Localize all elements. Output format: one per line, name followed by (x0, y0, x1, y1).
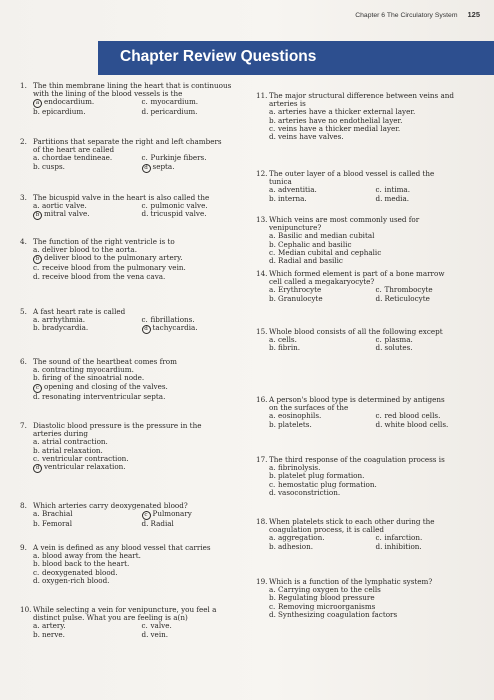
question-number: 9. (20, 543, 27, 552)
option-letter: c. (141, 201, 148, 211)
question-number: 2. (20, 137, 27, 146)
option-text: Removing microorganisms (278, 601, 376, 611)
option-letter: d. (33, 271, 40, 281)
option-text: atrial relaxation. (42, 445, 103, 455)
answer-options (269, 286, 478, 302)
answer-options (33, 316, 246, 334)
answer-options (269, 108, 478, 141)
question-number: 15. (256, 327, 268, 336)
question-stem-line: The thin membrane lining the heart that is continuous (33, 81, 232, 90)
answer-option (376, 543, 479, 551)
question-10 (20, 606, 246, 639)
option-text: receive blood from the vena cava. (42, 271, 166, 281)
question-16 (256, 396, 478, 429)
option-letter: b. (269, 115, 276, 125)
question-number: 4. (20, 237, 27, 246)
option-text: infarction. (384, 533, 423, 543)
answer-option (33, 393, 246, 401)
circled-answer-mark: d (33, 464, 42, 473)
option-text: Radial (150, 519, 174, 529)
option-text: Reticulocyte (384, 293, 430, 303)
answer-options (33, 366, 246, 401)
question-stem (269, 216, 478, 232)
question-stem-line: coagulation process, it is called (269, 525, 384, 535)
option-letter: c. (269, 123, 276, 133)
answer-option (376, 195, 479, 203)
answer-option (376, 295, 479, 303)
question-stem-line: Which veins are most commonly used for (269, 215, 420, 224)
option-letter: a. (33, 621, 40, 631)
option-text: deoxygenated blood. (42, 567, 118, 577)
option-letter: b. (269, 593, 276, 603)
option-text: inhibition. (384, 541, 422, 551)
option-letter: c. (375, 285, 382, 295)
question-stem-line: of the heart are called (33, 145, 115, 155)
question-15 (256, 328, 478, 353)
answer-option (142, 108, 247, 116)
option-text: Carrying oxygen to the cells (278, 585, 381, 595)
option-text: platelets. (278, 419, 312, 429)
answer-option (269, 543, 372, 551)
question-number: 6. (20, 357, 27, 366)
option-letter: b. (33, 629, 40, 639)
option-text: vasoconstriction. (278, 487, 341, 497)
question-stem-line: The major structural difference between veins and (269, 91, 455, 100)
option-text: red blood cells. (384, 411, 441, 421)
option-text: Median cubital and cephalic (278, 247, 382, 257)
option-letter: d. (269, 256, 276, 266)
answer-option (269, 344, 372, 352)
option-text: nerve. (42, 629, 65, 639)
option-letter: a. (33, 153, 40, 163)
answer-option (33, 520, 138, 528)
question-stem-line: Partitions that separate the right and left chambers (33, 137, 222, 146)
option-letter: a. (33, 245, 40, 255)
running-header (355, 10, 480, 19)
option-text: endocardium. (44, 97, 95, 107)
option-text: epicardium. (42, 107, 86, 117)
question-14 (256, 270, 478, 303)
option-text: tachycardia. (152, 323, 198, 333)
option-letter: b. (269, 419, 276, 429)
circled-answer-mark: d (142, 325, 151, 334)
question-number: 8. (20, 501, 27, 510)
question-stem-line: with the lining of the blood vessels is the (33, 89, 183, 99)
option-letter: d. (269, 487, 276, 497)
answer-option (33, 577, 246, 585)
option-text: artery. (42, 621, 66, 631)
option-text: Thrombocyte (384, 285, 433, 295)
option-text: pulmonic valve. (150, 201, 208, 211)
question-stem (33, 422, 246, 438)
question-9 (20, 544, 246, 585)
circled-answer-mark: b (33, 211, 42, 220)
option-letter: b. (33, 161, 40, 171)
answer-option (376, 421, 479, 429)
question-stem-line: The third response of the coagulation process is (269, 455, 445, 464)
option-letter: d. (141, 629, 149, 639)
question-number: 11. (256, 91, 268, 100)
answer-options (33, 552, 246, 585)
answer-option (269, 489, 478, 497)
answer-options (269, 232, 478, 265)
option-letter: a. (33, 509, 40, 519)
option-text: tricuspid valve. (150, 209, 207, 219)
question-17 (256, 456, 478, 497)
option-letter: c. (269, 601, 276, 611)
option-text: firing of the sinoatrial node. (42, 373, 145, 383)
answer-option (33, 108, 138, 116)
option-text: Cephalic and basilic (278, 239, 352, 249)
circled-answer-mark: c (33, 384, 42, 393)
option-letter: c. (33, 263, 40, 273)
question-4 (20, 238, 246, 281)
answer-option (33, 324, 138, 334)
question-stem-line: arteries is (269, 99, 306, 109)
circled-answer-mark: c (142, 511, 151, 520)
option-letter: d. (375, 343, 383, 353)
option-text: Regulating blood pressure (278, 593, 375, 603)
question-number: 1. (20, 81, 27, 90)
option-letter: c. (375, 533, 382, 543)
question-stem-line: Which formed element is part of a bone marrow (269, 269, 445, 278)
question-stem-line: arteries during (33, 429, 89, 439)
answer-option (376, 344, 479, 352)
option-text: bradycardia. (42, 323, 89, 333)
question-number: 14. (256, 269, 268, 278)
circled-answer-mark: d (142, 164, 151, 173)
answer-option (269, 421, 372, 429)
question-18 (256, 518, 478, 551)
option-text: opening and closing of the valves. (44, 381, 168, 391)
option-letter: d. (33, 575, 40, 585)
answer-options (269, 412, 478, 428)
option-text: vein. (150, 629, 169, 639)
answer-options (33, 622, 246, 638)
circled-answer-mark: b (33, 255, 42, 264)
option-letter: d. (33, 391, 40, 401)
option-letter: c. (33, 567, 40, 577)
question-stem-line: A fast heart rate is called (33, 307, 126, 316)
option-letter: a. (269, 463, 276, 473)
question-stem-line: distinct pulse. What you are feeling is a(n) (33, 613, 188, 623)
answer-option (33, 631, 138, 639)
option-text: solutes. (384, 343, 413, 353)
option-text: arrhythmia. (42, 315, 86, 325)
question-7 (20, 422, 246, 473)
question-2 (20, 138, 246, 173)
option-text: hemostatic plug formation. (278, 479, 377, 489)
option-letter: c. (269, 247, 276, 257)
option-text: arteries have no endothelial layer. (278, 115, 403, 125)
option-letter: d. (375, 293, 383, 303)
option-letter: a. (33, 437, 40, 447)
question-stem (269, 518, 478, 534)
question-stem-line: Whole blood consists of all the following except (269, 327, 443, 336)
answer-options (33, 438, 246, 473)
question-3 (20, 194, 246, 220)
option-letter: a. (33, 365, 40, 375)
question-11 (256, 92, 478, 141)
question-stem-line: Which arteries carry deoxygenated blood? (33, 501, 188, 510)
option-letter: d. (375, 541, 383, 551)
option-letter: a. (269, 185, 276, 195)
option-text: pericardium. (150, 107, 198, 117)
question-stem-line: The function of the right ventricle is to (33, 237, 175, 246)
option-text: myocardium. (150, 97, 199, 107)
answer-option (142, 210, 247, 220)
answer-option (269, 133, 478, 141)
answer-options (269, 336, 478, 352)
option-letter: b. (33, 445, 40, 455)
question-stem-line: on the surfaces of the (269, 403, 349, 413)
option-text: contracting myocardium. (42, 365, 134, 375)
answer-options (269, 186, 478, 202)
answer-options (269, 586, 478, 619)
answer-option (33, 463, 246, 473)
option-letter: b. (269, 343, 276, 353)
question-number: 13. (256, 215, 268, 224)
answer-options (269, 534, 478, 550)
option-letter: c. (33, 453, 40, 463)
answer-option (33, 163, 138, 173)
option-letter: b. (33, 519, 40, 529)
question-stem (269, 270, 478, 286)
option-text: intima. (384, 185, 411, 195)
option-letter: d. (375, 419, 383, 429)
question-1 (20, 82, 246, 117)
chapter-review-banner (98, 41, 494, 75)
option-text: interna. (278, 193, 307, 203)
option-text: veins have valves. (278, 132, 344, 142)
option-text: adventitia. (278, 185, 317, 195)
option-letter: b. (33, 373, 40, 383)
question-number: 18. (256, 517, 268, 526)
question-stem-line: A vein is defined as any blood vessel that carries (33, 543, 211, 552)
answer-options (269, 464, 478, 497)
option-text: Pulmonary (152, 509, 192, 519)
option-letter: b. (269, 239, 276, 249)
question-stem-line: The bicuspid valve in the heart is also called the (33, 193, 210, 202)
question-19 (256, 578, 478, 619)
answer-options (33, 154, 246, 172)
option-letter: a. (269, 533, 276, 543)
option-letter: d. (141, 107, 149, 117)
question-stem (269, 92, 478, 108)
option-text: Synthesizing coagulation factors (278, 609, 398, 619)
option-letter: a. (269, 411, 276, 421)
option-text: mitral valve. (44, 209, 90, 219)
question-stem (33, 606, 246, 622)
option-text: cusps. (42, 161, 65, 171)
option-letter: c. (375, 185, 382, 195)
option-text: veins have a thicker medial layer. (278, 123, 401, 133)
question-stem-line: Diastolic blood pressure is the pressure in the (33, 421, 202, 430)
option-text: ventricular relaxation. (44, 462, 126, 472)
answer-option (142, 631, 247, 639)
question-stem (269, 328, 478, 336)
option-text: resonating interventricular septa. (42, 391, 166, 401)
option-letter: c. (141, 97, 148, 107)
option-text: eosinophils. (278, 411, 322, 421)
option-text: aortic valve. (42, 201, 87, 211)
question-stem-line: The sound of the heartbeat comes from (33, 357, 177, 366)
option-text: Femoral (42, 519, 73, 529)
option-letter: d. (141, 209, 149, 219)
question-stem-line: A person's blood type is determined by antigens (269, 395, 445, 404)
question-stem (33, 82, 246, 98)
option-text: fibrillations. (150, 315, 195, 325)
option-letter: d. (141, 519, 149, 529)
option-text: blood away from the heart. (42, 551, 141, 561)
option-text: Purkinje fibers. (150, 153, 207, 163)
option-text: ventricular contraction. (42, 453, 129, 463)
option-text: platelet plug formation. (278, 471, 365, 481)
question-5 (20, 308, 246, 334)
option-letter: b. (269, 541, 276, 551)
option-text: plasma. (384, 335, 413, 345)
option-text: adhesion. (278, 541, 313, 551)
option-letter: b. (33, 323, 40, 333)
option-text: Brachial (42, 509, 73, 519)
option-text: septa. (152, 161, 175, 171)
answer-option (142, 520, 247, 528)
answer-option (33, 210, 138, 220)
page-number: 125 (467, 10, 480, 19)
circled-answer-mark: a (33, 99, 42, 108)
option-letter: a. (269, 335, 276, 345)
question-12 (256, 170, 478, 203)
answer-option (269, 295, 372, 303)
option-letter: b. (269, 293, 276, 303)
option-text: fibrinolysis. (278, 463, 321, 473)
option-text: valve. (150, 621, 172, 631)
question-stem (33, 138, 246, 154)
option-letter: b. (269, 471, 276, 481)
option-text: chordae tendineae. (42, 153, 113, 163)
option-letter: d. (269, 609, 276, 619)
option-letter: a. (33, 551, 40, 561)
option-letter: c. (141, 153, 148, 163)
option-letter: a. (269, 107, 276, 117)
option-text: Radial and basilic (278, 256, 343, 266)
question-number: 16. (256, 395, 268, 404)
question-stem-line: tunica (269, 177, 292, 187)
answer-options (33, 202, 246, 220)
option-letter: d. (269, 132, 276, 142)
question-number: 12. (256, 169, 268, 178)
question-6 (20, 358, 246, 401)
option-letter: b. (269, 193, 276, 203)
running-title: Chapter 6 The Circulatory System (355, 12, 458, 19)
question-number: 5. (20, 307, 27, 316)
option-letter: a. (33, 315, 40, 325)
question-number: 17. (256, 455, 268, 464)
option-text: blood back to the heart. (42, 559, 130, 569)
option-text: deliver blood to the aorta. (42, 245, 137, 255)
option-letter: d. (375, 193, 383, 203)
option-text: Granulocyte (278, 293, 323, 303)
answer-options (33, 510, 246, 528)
question-number: 7. (20, 421, 27, 430)
option-text: white blood cells. (384, 419, 449, 429)
question-13 (256, 216, 478, 265)
answer-option (269, 611, 478, 619)
banner-title: Chapter Review Questions (120, 48, 317, 65)
option-letter: a. (269, 231, 276, 241)
question-stem (269, 170, 478, 186)
option-text: atrial contraction. (42, 437, 108, 447)
option-text: arteries have a thicker external layer. (278, 107, 416, 117)
option-text: cells. (278, 335, 297, 345)
option-text: deliver blood to the pulmonary artery. (44, 253, 183, 263)
option-letter: c. (269, 479, 276, 489)
question-stem-line: venipuncture? (269, 223, 322, 233)
answer-option (142, 163, 247, 173)
question-stem-line: While selecting a vein for venipuncture, you feel a (33, 605, 217, 614)
option-text: oxygen-rich blood. (42, 575, 110, 585)
answer-option (142, 324, 247, 334)
option-letter: b. (33, 559, 40, 569)
option-letter: c. (141, 621, 148, 631)
question-number: 19. (256, 577, 268, 586)
option-letter: b. (33, 107, 40, 117)
option-text: aggregation. (278, 533, 325, 543)
option-text: receive blood from the pulmonary vein. (42, 263, 186, 273)
option-letter: c. (141, 315, 148, 325)
option-letter: c. (375, 335, 382, 345)
answer-options (33, 246, 246, 281)
question-stem (269, 396, 478, 412)
question-stem-line: cell called a megakaryocyte? (269, 277, 375, 287)
question-8 (20, 502, 246, 528)
option-letter: c. (375, 411, 382, 421)
option-letter: a. (269, 585, 276, 595)
option-letter: a. (33, 201, 40, 211)
option-text: Erythrocyte (278, 285, 322, 295)
answer-option (33, 273, 246, 281)
option-letter: a. (269, 285, 276, 295)
answer-option (269, 257, 478, 265)
option-text: media. (384, 193, 410, 203)
question-number: 10. (20, 605, 32, 614)
answer-options (33, 98, 246, 116)
question-stem-line: When platelets stick to each other during the (269, 517, 435, 526)
question-stem-line: Which is a function of the lymphatic system? (269, 577, 433, 586)
question-number: 3. (20, 193, 27, 202)
option-text: Basilic and median cubital (278, 231, 375, 241)
question-stem-line: The outer layer of a blood vessel is called the (269, 169, 435, 178)
answer-option (269, 195, 372, 203)
option-text: fibrin. (278, 343, 301, 353)
